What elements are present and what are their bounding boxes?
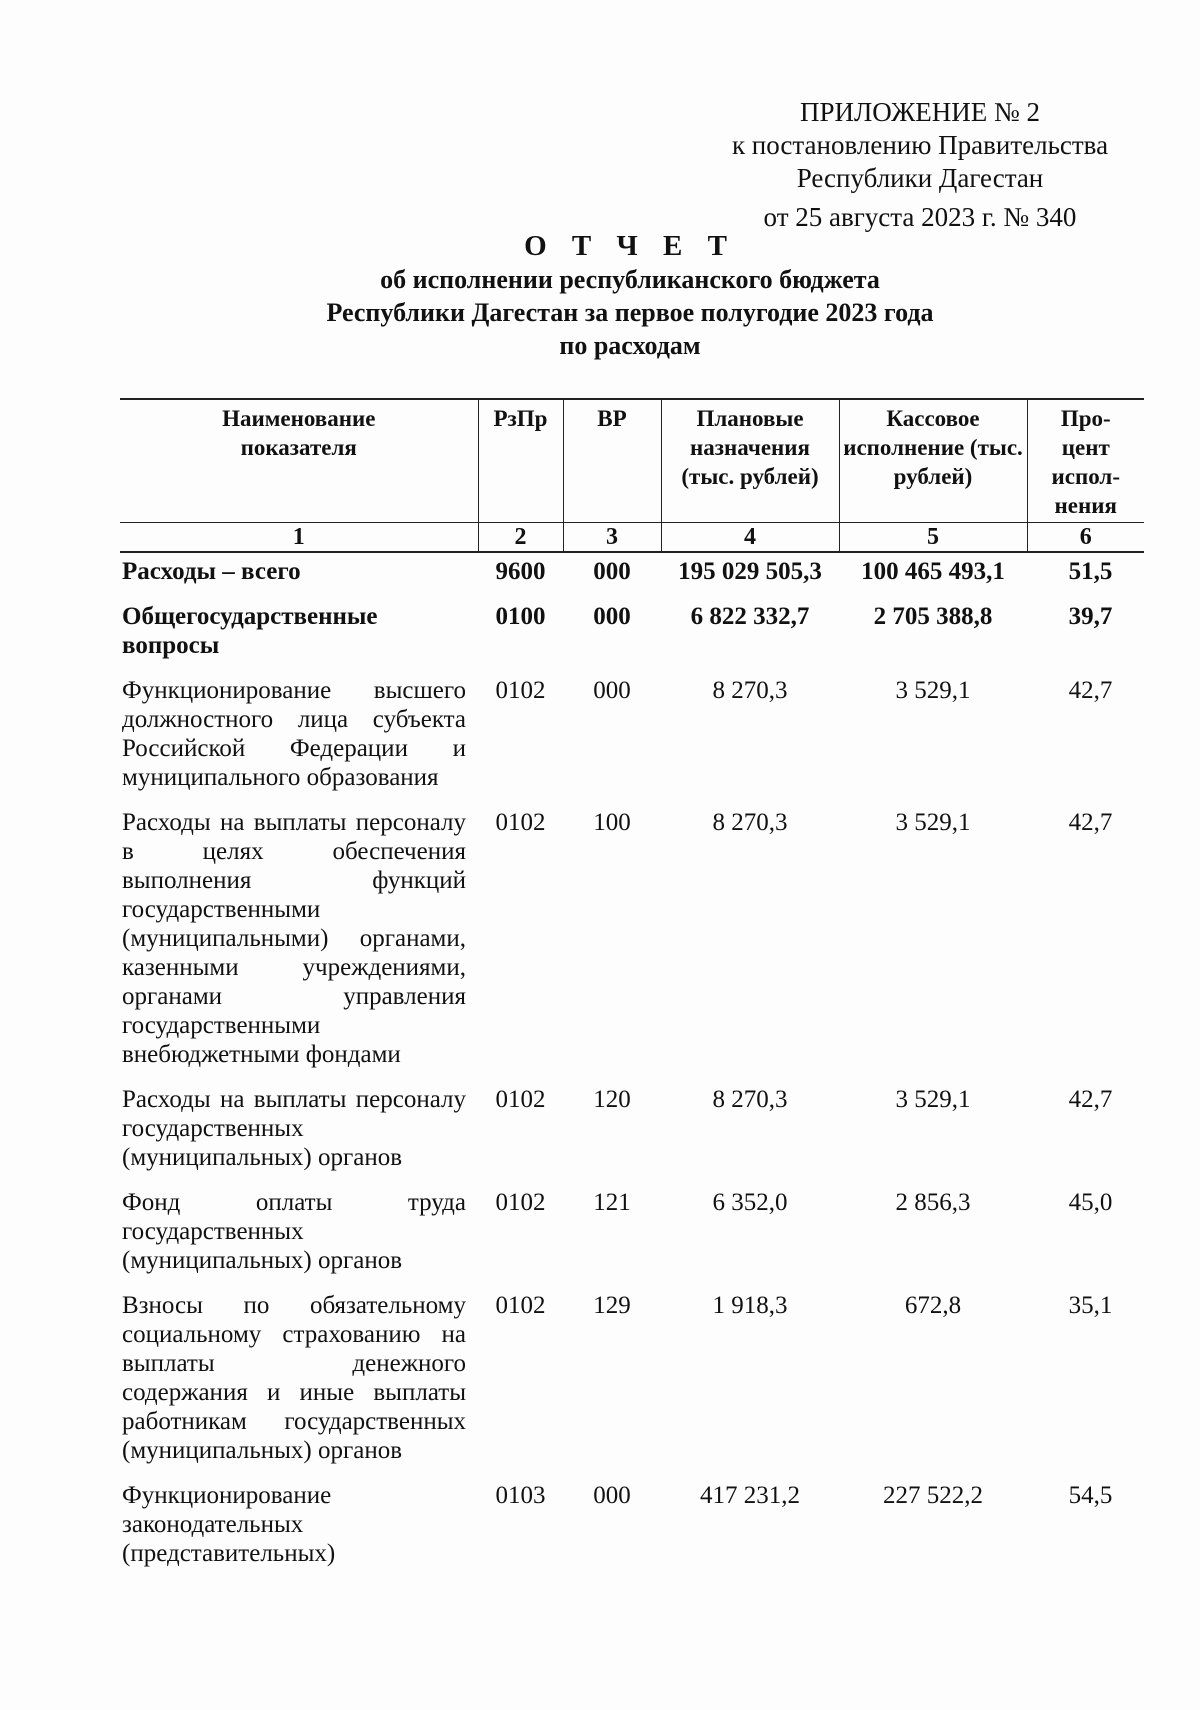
header-name: Наименование показателя (120, 399, 478, 523)
row-plan: 417 231,2 (700, 1482, 800, 1509)
row-fact: 3 529,1 (895, 809, 971, 836)
row-fact: 2 856,3 (895, 1189, 971, 1216)
row-plan: 8 270,3 (712, 677, 788, 704)
row-percent: 42,7 (1068, 809, 1113, 836)
row-rzpr: 0103 (495, 1482, 546, 1509)
table-row (120, 676, 1144, 808)
column-number: 5 (839, 523, 1027, 553)
row-fact: 3 529,1 (895, 1086, 971, 1113)
table-row (120, 808, 1144, 1085)
row-name: Функционирование законодательных (представительных) (122, 1482, 336, 1567)
row-rzpr: 9600 (495, 558, 546, 585)
row-name: Фонд оплаты труда государственных (муниципальных) органов (122, 1189, 466, 1274)
row-percent: 54,5 (1068, 1482, 1113, 1509)
report-title (130, 230, 1130, 362)
row-name: Функционирование высшего должностного лица субъекта Российской Федерации и муниципального образования (122, 677, 466, 791)
row-fact: 3 529,1 (895, 677, 971, 704)
row-rzpr: 0102 (495, 1292, 546, 1319)
row-vr: 100 (593, 809, 631, 836)
row-vr: 000 (593, 603, 631, 630)
row-vr: 000 (593, 677, 631, 704)
appendix-block (690, 96, 1150, 234)
row-fact: 100 465 493,1 (861, 558, 1005, 585)
column-number: 6 (1027, 523, 1144, 553)
row-fact: 2 705 388,8 (873, 603, 993, 630)
report-title-word: О Т Ч Е Т (524, 230, 736, 262)
row-rzpr: 0102 (495, 809, 546, 836)
row-plan: 1 918,3 (712, 1292, 788, 1319)
table-row (120, 1291, 1144, 1481)
table-row (120, 1188, 1144, 1291)
table-header-row (120, 399, 1144, 523)
appendix-republic: Республики Дагестан (796, 163, 1044, 193)
row-fact: 227 522,2 (883, 1482, 983, 1509)
row-rzpr: 0100 (495, 603, 546, 630)
row-percent: 51,5 (1068, 558, 1113, 585)
header-plan: Плановые назначения (тыс. рублей) (661, 399, 839, 523)
row-name: Расходы на выплаты персоналу в целях обеспечения выполнения функций государственными (муниципальными) органами, казенными учреждениями, органами управления государственными внебюджетными фондами (122, 809, 466, 1068)
column-number-row (120, 523, 1144, 553)
row-vr: 000 (593, 1482, 631, 1509)
header-fact: Кассовое исполнение (тыс. рублей) (839, 399, 1027, 523)
table-row (120, 1481, 1144, 1568)
table-row (120, 552, 1144, 602)
row-plan: 6 822 332,7 (690, 603, 810, 630)
appendix-ref: к постановлению Правительства (731, 130, 1109, 160)
row-plan: 6 352,0 (712, 1189, 788, 1216)
column-number: 1 (120, 523, 478, 553)
report-title-line-2: Республики Дагестан за первое полугодие 2023 года (326, 298, 934, 327)
row-plan: 8 270,3 (712, 1086, 788, 1113)
appendix-date: от 25 августа 2023 г. № 340 (763, 202, 1077, 232)
row-name: Взносы по обязательному социальному страхованию на выплаты денежного содержания и иные выплаты работникам государственных (муниципальных) органов (122, 1292, 466, 1464)
table-row (120, 602, 1144, 676)
row-percent: 42,7 (1068, 1086, 1113, 1113)
table-row (120, 1085, 1144, 1188)
expenditure-table (120, 398, 1144, 1568)
row-name: Расходы – всего (122, 558, 301, 585)
row-vr: 121 (593, 1189, 631, 1216)
row-percent: 42,7 (1068, 677, 1113, 704)
row-plan: 195 029 505,3 (678, 558, 822, 585)
report-title-line-3: по расходам (559, 331, 701, 360)
row-percent: 45,0 (1068, 1189, 1113, 1216)
row-vr: 120 (593, 1086, 631, 1113)
header-vr: ВР (563, 399, 661, 523)
row-rzpr: 0102 (495, 1189, 546, 1216)
row-vr: 000 (593, 558, 631, 585)
row-percent: 35,1 (1068, 1292, 1113, 1319)
header-rzpr: РзПр (478, 399, 563, 523)
report-title-line-1: об исполнении республиканского бюджета (380, 265, 880, 294)
column-number: 2 (478, 523, 563, 553)
row-name: Расходы на выплаты персоналу государственных (муниципальных) органов (122, 1086, 466, 1171)
column-number: 4 (661, 523, 839, 553)
row-percent: 39,7 (1068, 603, 1113, 630)
column-number: 3 (563, 523, 661, 553)
row-fact: 672,8 (904, 1292, 962, 1319)
row-vr: 129 (593, 1292, 631, 1319)
header-percent: Про- цент испол- нения (1027, 399, 1144, 523)
row-name: Общегосударственные вопросы (122, 603, 378, 659)
row-rzpr: 0102 (495, 677, 546, 704)
row-rzpr: 0102 (495, 1086, 546, 1113)
appendix-number: ПРИЛОЖЕНИЕ № 2 (799, 97, 1041, 127)
row-plan: 8 270,3 (712, 809, 788, 836)
